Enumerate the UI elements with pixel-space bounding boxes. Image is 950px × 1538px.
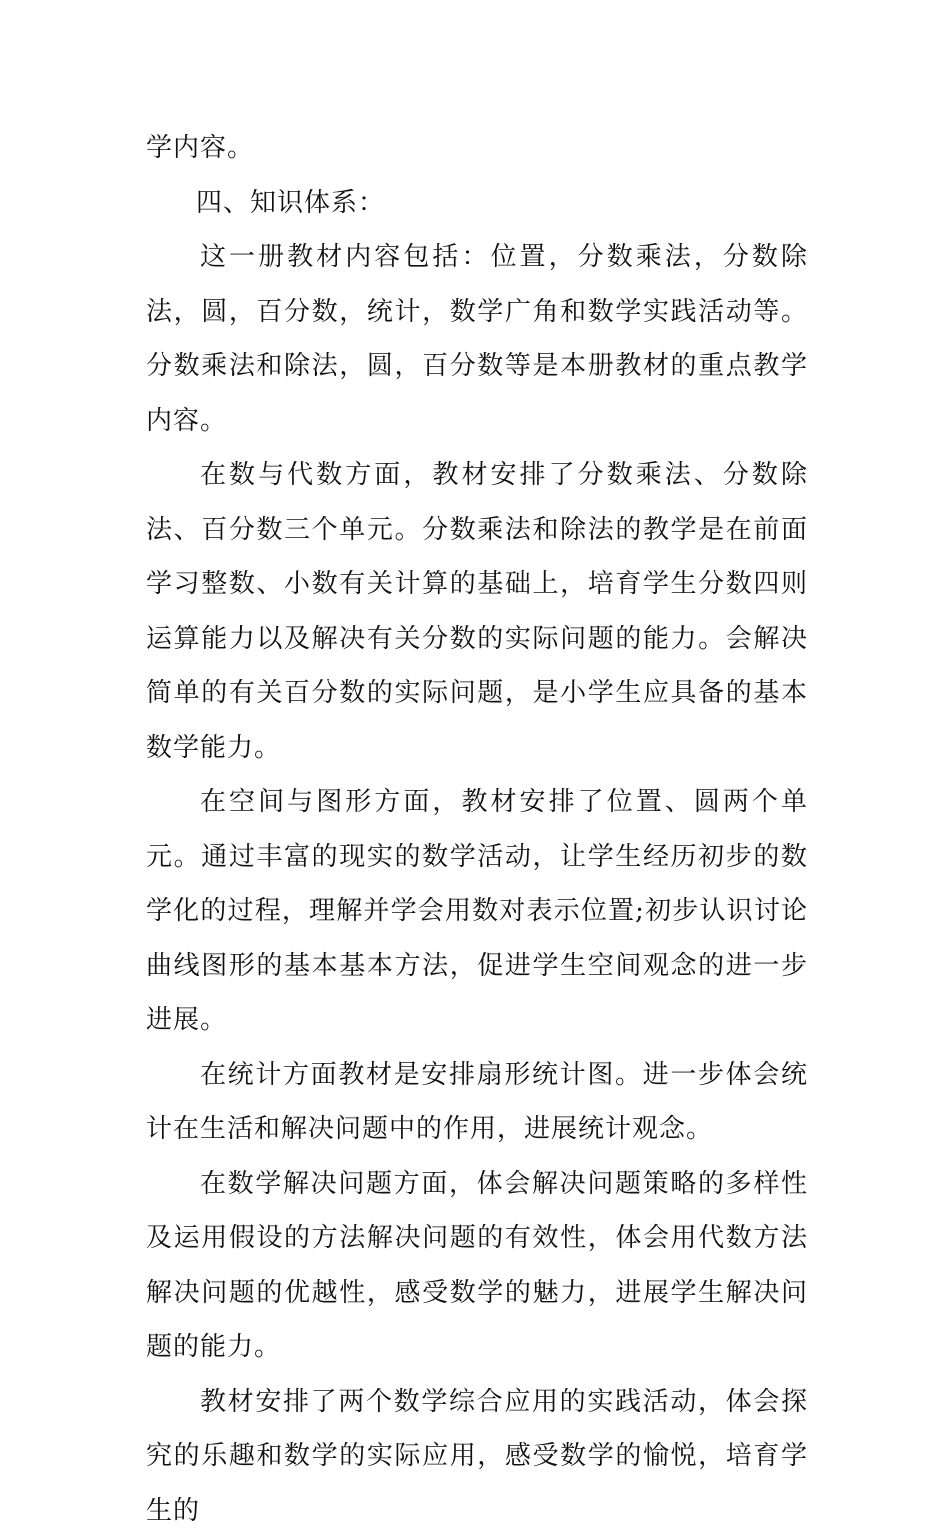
paragraph-statistics: 在统计方面教材是安排扇形统计图。进一步体会统计在生活和解决问题中的作用，进展统计观念。: [146, 1048, 808, 1157]
paragraph-number-algebra: 在数与代数方面，教材安排了分数乘法、分数除法、百分数三个单元。分数乘法和除法的教学是在前面学习整数、小数有关计算的基础上，培育学生分数四则运算能力以及解决有关分数的实际问题的能力。会解决简单的有关百分数的实际问题，是小学生应具备的基本数学能力。: [146, 448, 808, 775]
paragraph-problem-solving: 在数学解决问题方面，体会解决问题策略的多样性及运用假设的方法解决问题的有效性，体会用代数方法解决问题的优越性，感受数学的魅力，进展学生解决问题的能力。: [146, 1157, 808, 1375]
paragraph-practice-activities: 教材安排了两个数学综合应用的实践活动，体会探究的乐趣和数学的实际应用，感受数学的愉悦，培育学生的: [146, 1375, 808, 1538]
body-text: [146, 121, 808, 1538]
paragraph-continuation: 学内容。: [146, 121, 808, 176]
section-heading: 四、知识体系：: [146, 176, 808, 231]
paragraph-content-overview: 这一册教材内容包括：位置，分数乘法，分数除法，圆，百分数，统计，数学广角和数学实践活动等。分数乘法和除法，圆，百分数等是本册教材的重点教学内容。: [146, 230, 808, 448]
paragraph-space-geometry: 在空间与图形方面，教材安排了位置、圆两个单元。通过丰富的现实的数学活动，让学生经历初步的数学化的过程，理解并学会用数对表示位置;初步认识讨论曲线图形的基本基本方法，促进学生空间观念的进一步进展。: [146, 775, 808, 1048]
